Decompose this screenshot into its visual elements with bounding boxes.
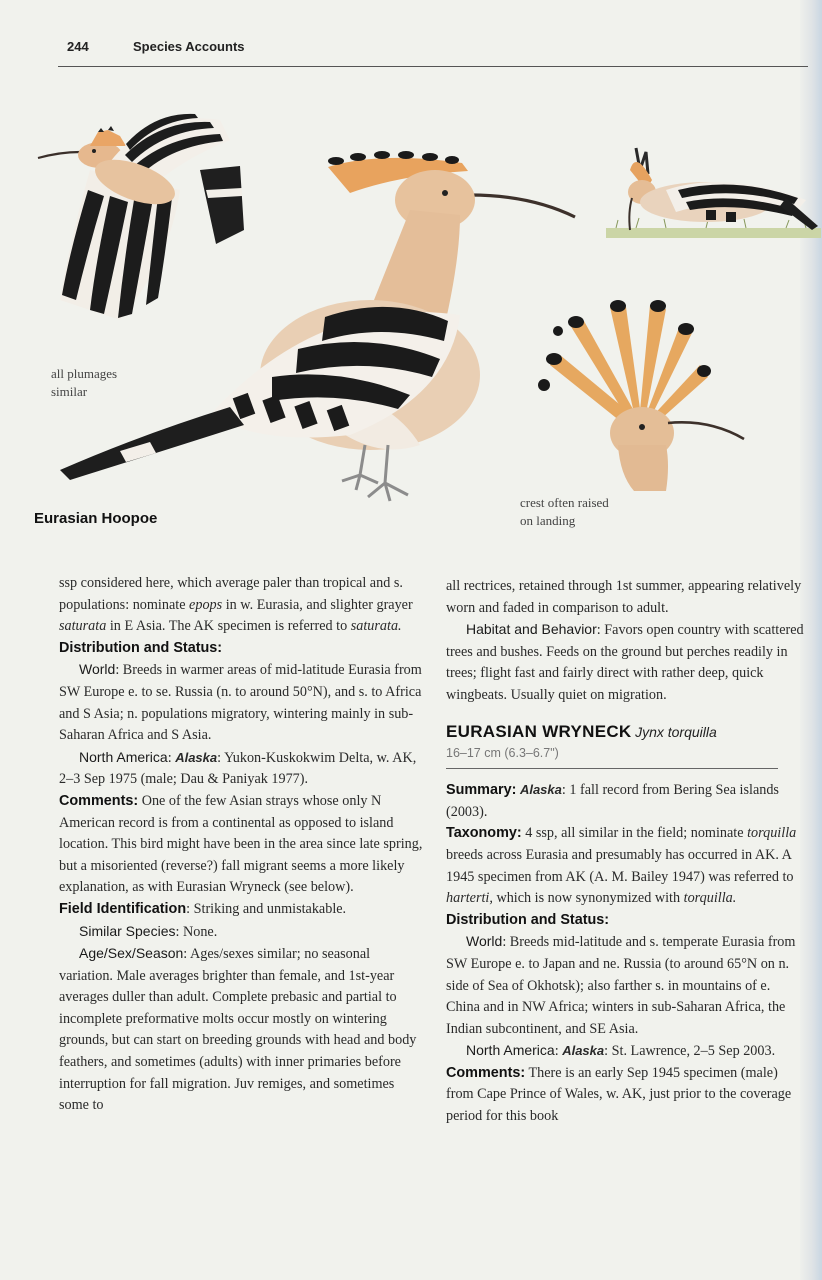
paragraph-north-america-wryneck: North America: Alaska: St. Lawrence, 2–5 Sep 2003. xyxy=(466,1042,776,1060)
heading-distribution-wryneck: Distribution and Status: xyxy=(446,911,610,928)
figure-species-label: Eurasian Hoopoe xyxy=(34,510,158,527)
hoopoe-crest-illustration xyxy=(530,295,750,495)
paragraph-world: World: Breeds in warmer areas of mid-latitude Eurasia from SW Europe e. to se. Russia (n. to around 50°N), and s. to Africa and S Asia; n. populations migratory, wintering mainly in sub-Saharan Africa and S Asia. xyxy=(59,661,422,744)
left-column xyxy=(59,573,424,1117)
caption-plumages: all plumages similar xyxy=(51,366,118,399)
paragraph-age-sex-season: Age/Sex/Season: Ages/sexes similar; no seasonal variation. Male averages brighter than female, and 1st-year averages duller than adult. Complete prebasic and partial to incomplete preformative molts occur mostly on wintering grounds, but can start on breeding grounds with head and body feathers, and sometimes (adults) with inner primaries before interruption for fall migration. Juv remiges, and sometimes some to xyxy=(59,945,417,1114)
paragraph-comments: Comments: One of the few Asian strays whose only N American record is from a continental as opposed to island location. This bird might have been in the area since late spring, but a misoriented (reverse?) fall migrant seems a more likely explanation, as with Eurasian Wryneck (see below). xyxy=(59,792,423,896)
paragraph-ssp: ssp considered here, which average paler than tropical and s. populations: nominate epops in w. Eurasia, and slighter grayer saturata in E Asia. The AK specimen is referred to saturata. xyxy=(59,575,413,635)
paragraph-world-wryneck: World: Breeds mid-latitude and s. temperate Eurasia from SW Europe e. to Japan and ne. Russia (to around 65°N on n. side of Sea of Okhotsk); also farther s. in mountains of e. China and in NW Africa; winters in sub-Saharan Africa, the Indian subcontinent, and SE Asia. xyxy=(446,933,796,1037)
species-rule xyxy=(446,768,778,769)
paragraph-field-id: Field Identification: Striking and unmistakable. xyxy=(59,900,347,917)
page-number: 244 xyxy=(67,39,89,54)
right-column xyxy=(446,576,804,1128)
paragraph-north-america: North America: Alaska: Yukon-Kuskokwim Delta, w. AK, 2–3 Sep 1975 (male; Dau & Paniyak 1977). xyxy=(59,748,417,788)
species-size: 16–17 cm (6.3–6.7") xyxy=(446,746,559,761)
heading-distribution: Distribution and Status: xyxy=(59,639,223,656)
paragraph-summary: Summary: Alaska: 1 fall record from Bering Sea islands (2003). xyxy=(446,782,779,820)
running-header: Species Accounts xyxy=(133,39,245,54)
paragraph-rectrices: all rectrices, retained through 1st summer, appearing relatively worn and faded in comparison to adult. xyxy=(446,578,802,616)
hoopoe-feeding-illustration xyxy=(596,140,821,245)
paragraph-taxonomy: Taxonomy: 4 ssp, all similar in the field; nominate torquilla breeds across Eurasia and presumably has occurred in AK. A 1945 specimen from AK (A. M. Bailey 1947) was referred to harterti, which is now synonymized with torquilla. xyxy=(446,825,797,907)
caption-crest: crest often raised on landing xyxy=(520,495,609,528)
paragraph-similar-species: Similar Species: None. xyxy=(79,922,218,940)
paragraph-comments-wryneck: Comments: There is an early Sep 1945 specimen (male) from Cape Prince of Wales, w. AK, just prior to the coverage period for this book xyxy=(446,1064,792,1125)
hoopoe-standing-illustration xyxy=(60,145,580,515)
species-heading-wryneck: EURASIAN WRYNECK Jynx torquilla xyxy=(446,721,717,741)
header-rule xyxy=(58,66,808,67)
paragraph-habitat: Habitat and Behavior: Favors open country with scattered trees and bushes. Feeds on the ground but perches readily in trees; flight fast and fairly direct with rather deep, quick wingbeats. Usually quiet on migration. xyxy=(446,621,804,703)
